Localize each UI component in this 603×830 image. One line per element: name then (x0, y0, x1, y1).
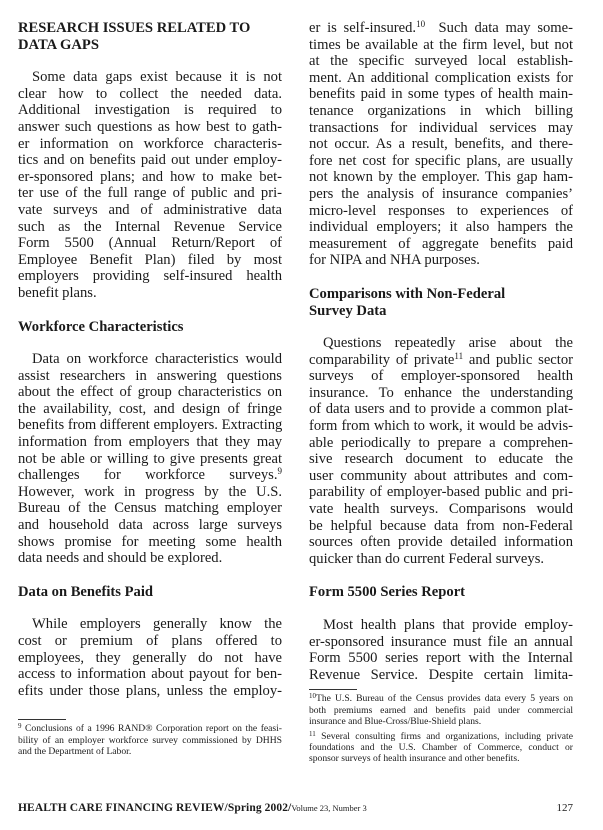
text-line: employers providing self-insured health (18, 268, 282, 285)
text-line: Some data gaps exist because it is not (32, 69, 282, 86)
text-line (309, 20, 573, 37)
left-column (18, 20, 282, 757)
section-title-line: DATA GAPS (18, 36, 99, 53)
benefits-paragraph (18, 616, 282, 699)
text-line: shows promise for meeting some health (18, 533, 282, 550)
text-line: access to information about payout for ben- (18, 666, 282, 683)
text-line: the availability, cost, and design of fringe (18, 400, 282, 417)
right-column (309, 20, 573, 765)
footnote-number: 10 (309, 692, 316, 701)
footnote-ref-10[interactable]: 10 (416, 19, 426, 29)
workforce-paragraph (18, 351, 282, 567)
text-line: parability of employer-based public and pri- (309, 484, 573, 501)
text-line: Employee Benefit Plan) filed by most (18, 251, 282, 268)
text-line: employees, they generally do not have (18, 649, 282, 666)
section-title (18, 20, 282, 53)
text-line: able periodically to prepare a comprehen- (309, 434, 573, 451)
text-line: Questions repeatedly arise about the (323, 335, 573, 352)
text-line: such as the Internal Revenue Service (18, 218, 282, 235)
text-line: pers the analysis of insurance companies’ (309, 185, 573, 202)
footnote-number: 11 (309, 729, 316, 738)
text-line: vate health surveys. Comparisons would (309, 501, 573, 518)
volume-info: Volume 23, Number 3 (291, 803, 367, 813)
text-line: While employers generally know the (32, 616, 282, 633)
text-line-content: comparability of private (309, 351, 455, 368)
text-line: sive research document to educate the (309, 451, 573, 468)
heading-line: Survey Data (309, 302, 387, 319)
footnote-line: and the Department of Labor. (18, 745, 132, 757)
text-line: tenance organizations in which billing (309, 102, 573, 119)
benefits-heading: Data on Benefits Paid (18, 583, 153, 600)
footnote-9 (18, 723, 282, 757)
text-line: er-sponsored plans; and how to make bet- (18, 168, 282, 185)
footnote-line: both premiums earned and benefits paid under commercial (309, 704, 573, 716)
text-line: data needs and should be explored. (18, 550, 223, 567)
page-footer (18, 802, 573, 814)
text-line-content: challenges for workforce surveys. (18, 467, 278, 484)
workforce-heading: Workforce Characteristics (18, 318, 184, 335)
text-line: benefits from different employers. Extracting (18, 417, 283, 434)
text-line: Revenue Service. Despite certain limita- (309, 666, 573, 683)
text-line: about the effect of group characteristics on (18, 384, 282, 401)
text-line: and household data across large surveys (18, 517, 282, 534)
text-line: ter use of the full range of public and pri- (18, 185, 282, 202)
footnote-line: insurance and Blue-Cross/Blue-Shield plans. (309, 715, 482, 727)
text-line: clear how to collect the needed data. (18, 85, 282, 102)
text-line: However, work in progress by the U.S. (18, 483, 282, 500)
benefits-continued-paragraph (309, 20, 573, 269)
text-line: at the specific surveyed local establish- (309, 53, 573, 70)
text-line: not known by the employer. This gap ham- (309, 169, 573, 186)
footnote-line: sponsor surveys of health insurance and other benefits. (309, 753, 520, 765)
text-line (309, 352, 573, 369)
text-line: for NIPA and NHA purposes. (309, 252, 480, 269)
text-line: individual employers; it also hampers the (309, 219, 573, 236)
text-line: not be able or willing to give presents great (18, 450, 282, 467)
footnote-divider (309, 689, 357, 690)
text-line: form from which to work, it would be advis- (309, 418, 573, 435)
text-line: user community about attributes and com- (309, 467, 573, 484)
text-line: answer such questions as how best to gath- (18, 118, 282, 135)
text-line: vate surveys and of administrative data (18, 201, 282, 218)
footnote-line (18, 723, 282, 734)
comparisons-paragraph (309, 335, 573, 567)
intro-paragraph (18, 69, 282, 301)
journal-title: HEALTH CARE FINANCING REVIEW/Spring 2002/ (18, 802, 292, 814)
text-line: sources often provide detailed information (309, 534, 573, 551)
footnote-number: 9 (18, 722, 22, 731)
text-line-content: Such data may some- (438, 20, 573, 36)
text-line: transactions for individual services may (309, 119, 573, 136)
footnote-line (309, 731, 573, 742)
footnote-text: Conclusions of a 1996 RAND® Corporation report on the feasi- (25, 723, 282, 735)
text-line: Form 5500 series report with the Internal (309, 650, 573, 667)
footnote-text: Several consulting firms and organizations, including private (321, 730, 573, 742)
footnote-divider (18, 719, 66, 720)
text-line: Bureau of the Census matching employer (18, 500, 282, 517)
text-line: er-sponsored insurance must file an annual (309, 633, 573, 650)
page-number: 127 (556, 802, 573, 814)
text-line: Data on workforce characteristics would (32, 351, 282, 368)
text-line: surveys of employer-sponsored health (309, 368, 573, 385)
text-line: efits under those plans, unless the employ- (18, 682, 282, 699)
form5500-heading: Form 5500 Series Report (309, 584, 466, 601)
text-line: measurement of aggregate benefits paid (309, 235, 573, 252)
form5500-paragraph (309, 617, 573, 683)
text-line: of data users and to provide a common plat- (309, 401, 573, 418)
text-line-content: er is self-insured. (309, 20, 417, 36)
text-line: Form 5500 (Annual Return/Report of (18, 235, 282, 252)
text-line: information from employers that they may (18, 434, 282, 451)
text-line: fore net cost for specific plans, are usually (309, 152, 573, 169)
footnote-11 (309, 731, 573, 765)
footnote-ref-9[interactable]: 9 (277, 466, 282, 477)
comparisons-heading (309, 286, 573, 319)
text-line: cost or premium of plans offered to (18, 633, 282, 649)
footnote-ref-11[interactable]: 11 (454, 350, 464, 361)
section-title-line: RESEARCH ISSUES RELATED TO (18, 20, 251, 36)
text-line: not occur. As a result, benefits, and there- (309, 136, 573, 153)
text-line: tics and on benefits paid out under employ- (18, 152, 282, 169)
footnote-line: foundations and the U.S. Chamber of Commerce, conduct or (309, 742, 573, 754)
text-line: Most health plans that provide employ- (323, 617, 573, 633)
text-line: Additional investigation is required to (18, 102, 282, 119)
text-line: assist researchers in answering questions (18, 367, 282, 384)
text-line: ment. An additional complication exists for (309, 69, 573, 86)
footnote-line: bility of an employer workforce survey commissioned by DHHS (18, 734, 282, 746)
text-line: be helpful because data from non-Federal (309, 517, 573, 534)
text-line: micro-level responses to experiences of (309, 202, 573, 219)
text-line: benefit plans. (18, 284, 97, 301)
text-line: er information on workforce characteris- (18, 135, 282, 152)
text-line: benefits paid in some types of health main- (309, 86, 573, 103)
text-line-content: and public sector (463, 351, 573, 368)
heading-line: Comparisons with Non-Federal (309, 285, 506, 302)
text-line (18, 467, 282, 484)
text-line: times be available at the firm level, but not (309, 36, 573, 53)
text-line: insurance. To enhance the understanding (309, 384, 573, 401)
footnote-text: The U.S. Bureau of the Census provides data every 5 years on (316, 693, 573, 705)
text-line: quicker than do current Federal surveys. (309, 550, 545, 567)
footnote-10 (309, 693, 573, 727)
footnote-line (309, 693, 573, 704)
